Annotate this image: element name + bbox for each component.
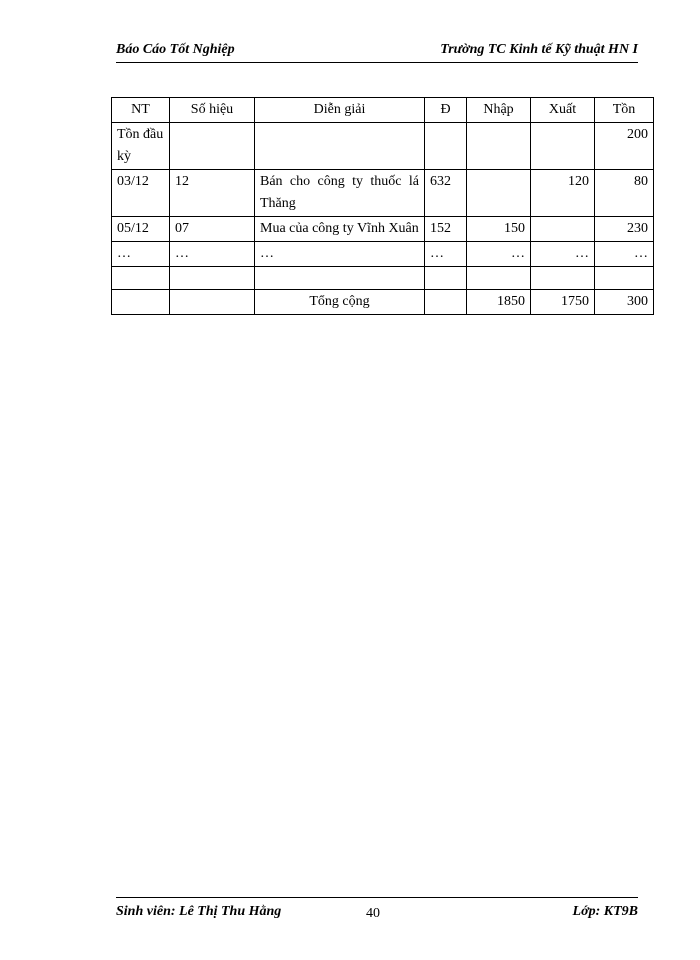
table-row: [112, 170, 654, 217]
table-cell: [170, 290, 255, 315]
table-cell: [531, 267, 595, 290]
table-cell: 05/12: [112, 217, 170, 242]
table-cell: …: [595, 242, 654, 267]
table-cell: …: [255, 242, 425, 267]
table-cell: Bán cho công ty thuốc lá Thăng: [255, 170, 425, 217]
table-row: [112, 217, 654, 242]
table-cell: [170, 267, 255, 290]
table-cell: [170, 123, 255, 170]
table-cell: [112, 267, 170, 290]
table-cell: …: [531, 242, 595, 267]
table-cell: [112, 290, 170, 315]
table-row: [112, 242, 654, 267]
column-header: Xuất: [531, 98, 595, 123]
table-header-row: [112, 98, 654, 123]
table-cell: Mua của công ty Vĩnh Xuân: [255, 217, 425, 242]
page-number: 40: [366, 906, 380, 921]
table-cell: [467, 123, 531, 170]
table-row: [112, 123, 654, 170]
school-name: Trường TC Kinh tế Kỹ thuật HN I: [440, 42, 638, 57]
table-cell: 12: [170, 170, 255, 217]
inventory-ledger-table: [111, 97, 654, 315]
table-cell: 152: [425, 217, 467, 242]
total-label: Tổng cộng: [255, 290, 425, 315]
column-header: Diễn giải: [255, 98, 425, 123]
total-import: 1850: [467, 290, 531, 315]
table-cell: [531, 123, 595, 170]
table-cell: 200: [595, 123, 654, 170]
total-export: 1750: [531, 290, 595, 315]
table-cell: [467, 267, 531, 290]
table-row: [112, 267, 654, 290]
table-cell: [425, 290, 467, 315]
total-stock: 300: [595, 290, 654, 315]
table-cell: [595, 267, 654, 290]
table-cell: [255, 123, 425, 170]
table-cell: 03/12: [112, 170, 170, 217]
page-header: [116, 40, 638, 63]
table-cell: [255, 267, 425, 290]
table-total-row: [112, 290, 654, 315]
table-cell: …: [467, 242, 531, 267]
class-name: Lớp: KT9B: [572, 904, 638, 919]
table-cell: 632: [425, 170, 467, 217]
table-cell: 230: [595, 217, 654, 242]
table-cell: …: [112, 242, 170, 267]
table-cell: [425, 123, 467, 170]
report-title: Báo Cáo Tốt Nghiệp: [116, 42, 235, 57]
student-name: Sinh viên: Lê Thị Thu Hằng: [116, 904, 282, 919]
column-header: Đ: [425, 98, 467, 123]
table-cell: 120: [531, 170, 595, 217]
table-cell: …: [170, 242, 255, 267]
table-cell: 80: [595, 170, 654, 217]
column-header: Tồn: [595, 98, 654, 123]
table-cell: [467, 170, 531, 217]
table-cell: [531, 217, 595, 242]
table-cell: …: [425, 242, 467, 267]
column-header: Nhập: [467, 98, 531, 123]
table-cell: Tồn đầu kỳ: [112, 123, 170, 170]
table-cell: 07: [170, 217, 255, 242]
table-cell: 150: [467, 217, 531, 242]
table-cell: [425, 267, 467, 290]
column-header: NT: [112, 98, 170, 123]
column-header: Số hiệu: [170, 98, 255, 123]
page-footer: [116, 897, 638, 928]
